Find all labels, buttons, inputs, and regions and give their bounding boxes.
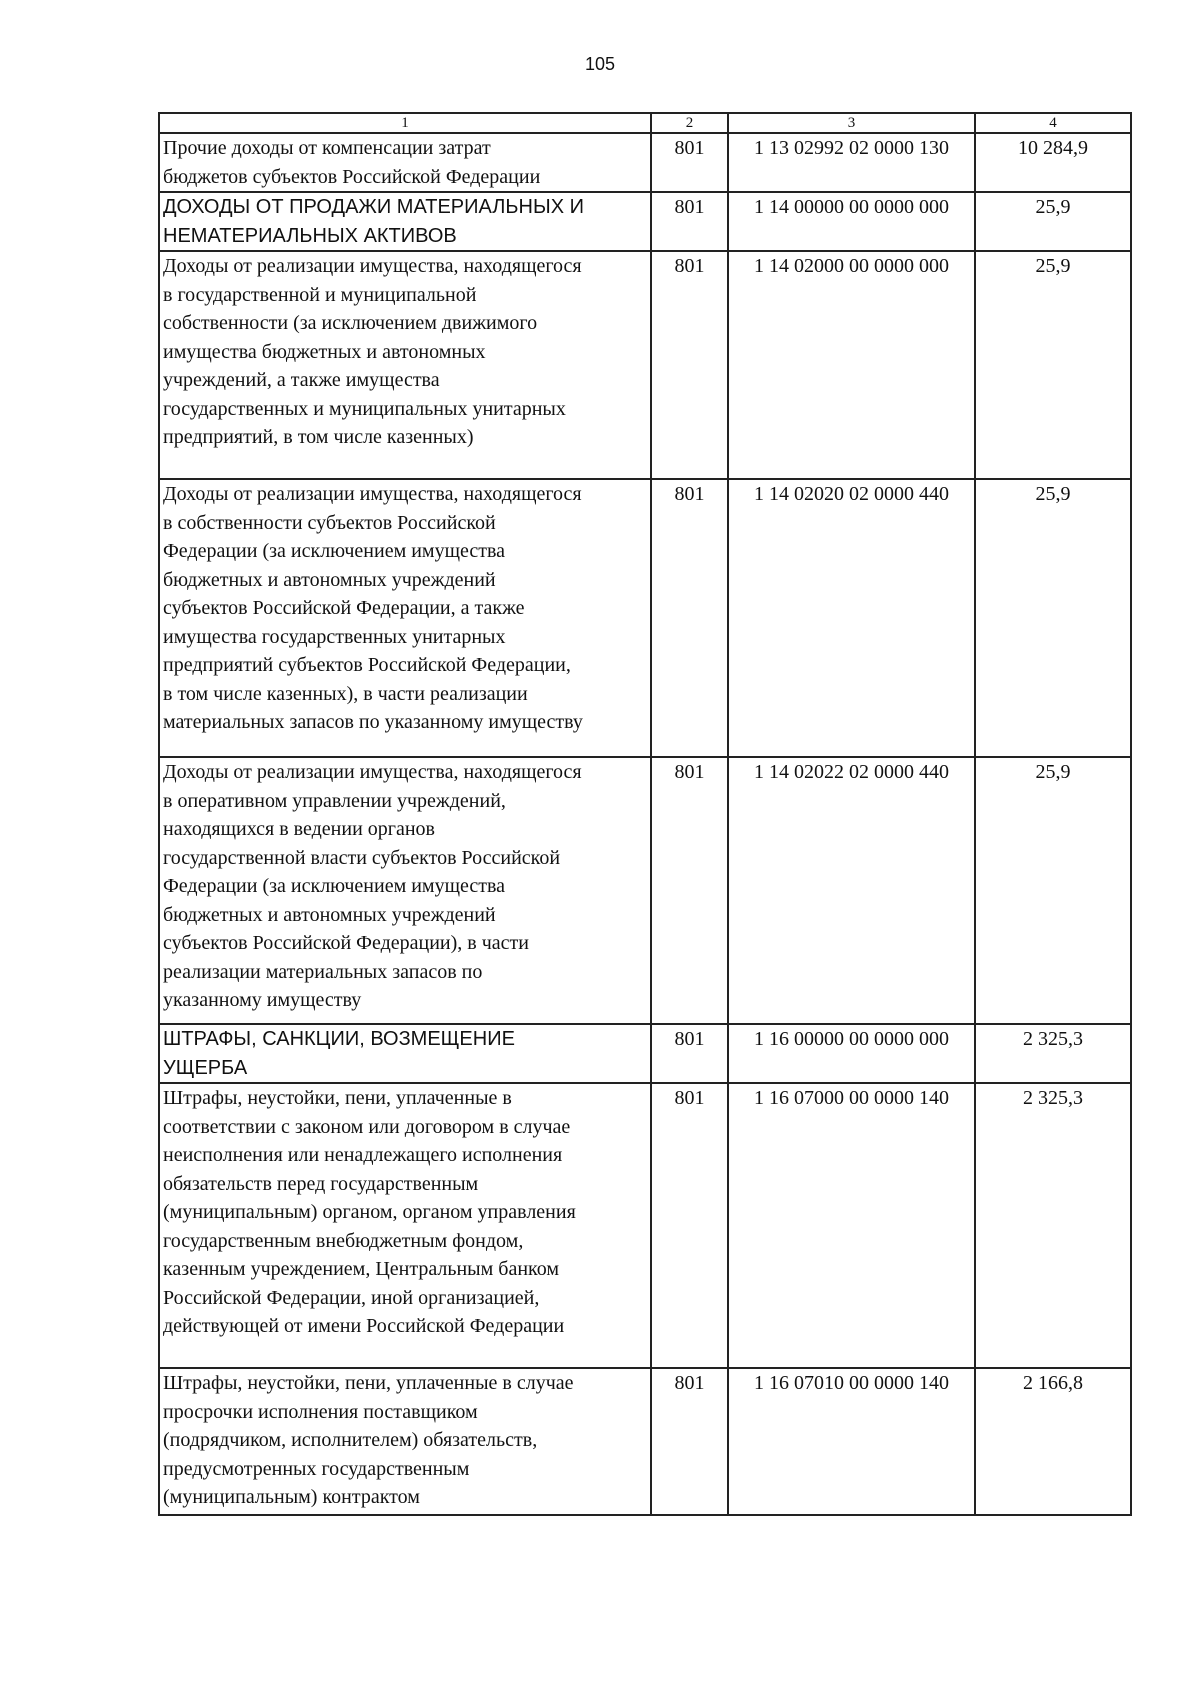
- row-budget-code: 1 16 00000 00 0000 000: [728, 1024, 975, 1083]
- row-amount: 25,9: [975, 757, 1131, 1024]
- row-amount: 25,9: [975, 479, 1131, 757]
- table-row: [159, 133, 1131, 192]
- table-row: [159, 1024, 1131, 1083]
- row-amount: 25,9: [975, 192, 1131, 251]
- row-amount: 10 284,9: [975, 133, 1131, 192]
- row-name: Штрафы, неустойки, пени, уплаченные в случае просрочки исполнения поставщиком (подрядчиком, исполнителем) обязательств, предусмотренных государственным (муниципальным) контрактом: [163, 1372, 574, 1508]
- table-row: [159, 251, 1131, 479]
- row-budget-code: 1 13 02992 02 0000 130: [728, 133, 975, 192]
- column-number-3: 3: [728, 113, 975, 133]
- row-name: Доходы от реализации имущества, находящегося в государственной и муниципальной собственности (за исключением движимого имущества бюджетных и автономных учреждений, а также имущества государственных и муниципальных унитарных предприятий, в том числе казенных): [163, 255, 582, 448]
- row-amount: 2 166,8: [975, 1368, 1131, 1515]
- row-amount: 25,9: [975, 251, 1131, 479]
- row-admin-code: 801: [651, 1083, 728, 1368]
- table-row: [159, 479, 1131, 757]
- table-row: [159, 757, 1131, 1024]
- row-budget-code: 1 14 02000 00 0000 000: [728, 251, 975, 479]
- row-budget-code: 1 14 02022 02 0000 440: [728, 757, 975, 1024]
- row-admin-code: 801: [651, 1368, 728, 1515]
- row-admin-code: 801: [651, 1024, 728, 1083]
- table-row: [159, 1368, 1131, 1515]
- header-row: [159, 113, 1131, 133]
- table-row: [159, 1083, 1131, 1368]
- row-name: Штрафы, неустойки, пени, уплаченные в соответствии с законом или договором в случае неисполнения или ненадлежащего исполнения обязательств перед государственным (муниципальным) органом, органом управления государственным внебюджетным фондом, казенным учреждением, Центральным банком Российской Федерации, иной организацией, действующей от имени Российской Федерации: [163, 1087, 576, 1337]
- table-row: [159, 192, 1131, 251]
- row-budget-code: 1 16 07010 00 0000 140: [728, 1368, 975, 1515]
- row-admin-code: 801: [651, 192, 728, 251]
- revenue-table: [158, 112, 1132, 1516]
- row-admin-code: 801: [651, 757, 728, 1024]
- row-budget-code: 1 14 02020 02 0000 440: [728, 479, 975, 757]
- row-admin-code: 801: [651, 251, 728, 479]
- row-amount: 2 325,3: [975, 1083, 1131, 1368]
- page-number: 105: [584, 54, 616, 74]
- row-name: Прочие доходы от компенсации затрат бюджетов субъектов Российской Федерации: [163, 137, 541, 188]
- row-budget-code: 1 14 00000 00 0000 000: [728, 192, 975, 251]
- row-name: ДОХОДЫ ОТ ПРОДАЖИ МАТЕРИАЛЬНЫХ И НЕМАТЕРИАЛЬНЫХ АКТИВОВ: [163, 196, 584, 247]
- row-admin-code: 801: [651, 479, 728, 757]
- column-number-4: 4: [975, 113, 1131, 133]
- column-number-2: 2: [651, 113, 728, 133]
- row-amount: 2 325,3: [975, 1024, 1131, 1083]
- row-admin-code: 801: [651, 133, 728, 192]
- row-budget-code: 1 16 07000 00 0000 140: [728, 1083, 975, 1368]
- row-name: ШТРАФЫ, САНКЦИИ, ВОЗМЕЩЕНИЕ УЩЕРБА: [163, 1028, 515, 1079]
- column-number-1: 1: [159, 113, 651, 133]
- row-name: Доходы от реализации имущества, находящегося в оперативном управлении учреждений, находящихся в ведении органов государственной власти субъектов Российской Федерации (за исключением имущества бюджетных и автономных учреждений субъектов Российской Федерации), в части реализации материальных запасов по указанному имуществу: [163, 761, 582, 1011]
- row-name: Доходы от реализации имущества, находящегося в собственности субъектов Российской Федерации (за исключением имущества бюджетных и автономных учреждений субъектов Российской Федерации, а также имущества государственных унитарных предприятий субъектов Российской Федерации, в том числе казенных), в части реализации материальных запасов по указанному имуществу: [163, 483, 583, 733]
